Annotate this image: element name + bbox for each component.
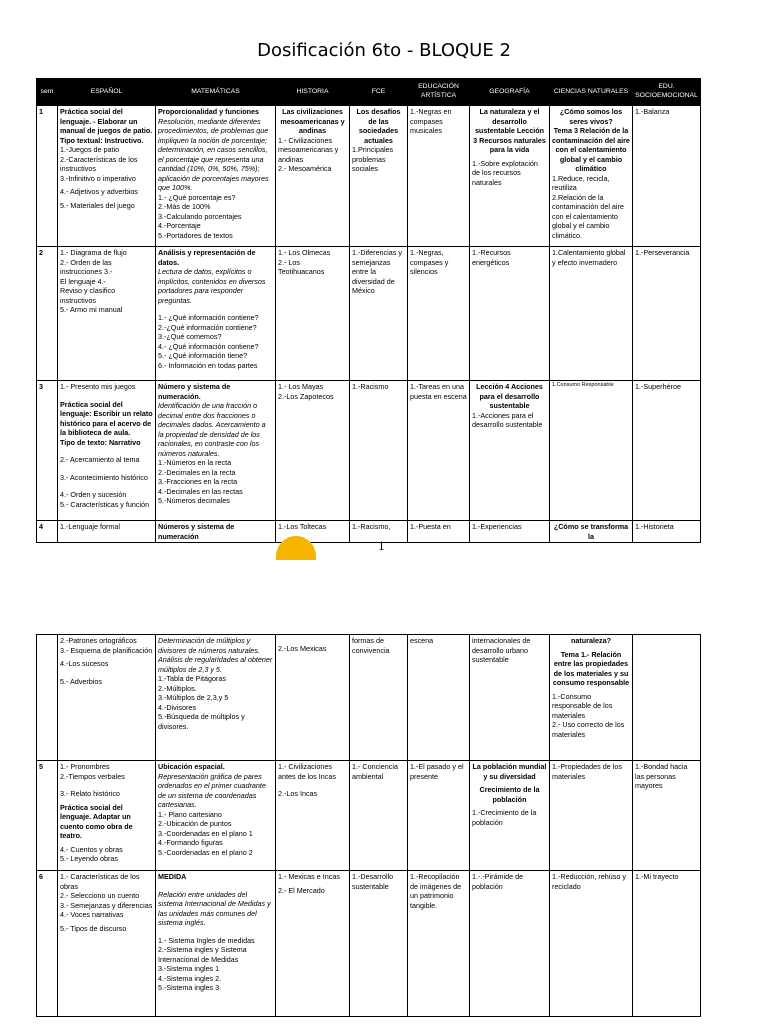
cell-historia: 1.- Los Mayas 2.-Los Zapotecos	[276, 381, 350, 521]
table-row	[37, 247, 701, 381]
cell-historia: Las civilizaciones mesoamericanas y andinas 1.- Civilizaciones mesoamericanas y andinas 2.- Mesoamérica	[276, 106, 350, 247]
week-number: 4	[37, 521, 58, 543]
cell-historia: 1.- Mexicas e Incas 2.- El Mercado	[276, 871, 350, 1017]
cell-historia: 1.-Los Toltecas	[276, 521, 350, 543]
cell-artistica: 1.-Negras, compases y silencios	[408, 247, 470, 381]
schedule-table-page2	[36, 634, 701, 1017]
header-fce: FCE	[350, 79, 408, 106]
header-edu-socioemocional: EDU. SOCIOEMOCIONAL	[633, 79, 701, 106]
cell-espanol: 1.- Diagrama de flujo 2.- Orden de las instrucciones 3.- El lenguaje 4.- Reviso y clasifico instructivos 5.- Armo mi manual	[58, 247, 156, 381]
cell-matematicas: Proporcionalidad y funciones Resolución, mediante diferentes procedimientos, de problemas que impliquen la noción de porcentaje; determinación, en casos sencillos, el porcentaje que representa una cantidad (10%, 0%, 50%, 75%); aplicación de porcentajes mayores que 100%. 1.- ¿Qué porcentaje es? 2.-Más de 100% 3.-Calculando porcentajes 4.-Porcentaje 5.-Portadores de textos	[156, 106, 276, 247]
cell-socioemocional: 1.-Bondad hacia las personas mayores	[633, 761, 701, 871]
cell-fce: 1.-Diferencias y semejanzas entre la diversidad de México	[350, 247, 408, 381]
cell-espanol: Práctica social del lenguaje. - Elaborar un manual de juegos de patio. Tipo textual: Instructivo. 1.-Juegos de patio 2.-Características de los instructivos 3.-Infinitivo o imperativo 4.- Adjetivos y adverbios 5.- Materiales del juego	[58, 106, 156, 247]
cell-artistica: 1.-El pasado y el presente	[408, 761, 470, 871]
week-number: 5	[37, 761, 58, 871]
cell-matematicas: Números y sistema de numeración	[156, 521, 276, 543]
table-row	[37, 521, 701, 543]
cell-geografia: 1.-.-Pirámide de población	[470, 871, 550, 1017]
cell-espanol: 1.- Características de los obras 2.- Selecciono un cuento 3.- Semejanzas y diferencias 4.- Voces narrativas 5.- Tipos de discurso	[58, 871, 156, 1017]
cell-artistica: 1.-Negras en compases musicales	[408, 106, 470, 247]
cell-artistica: 1.-Puesta en	[408, 521, 470, 543]
table-row	[37, 381, 701, 521]
cell-fce: Los desafíos de las sociedades actuales 1.Principales problemas sociales	[350, 106, 408, 247]
cell-socioemocional: 1.-Mi trayecto	[633, 871, 701, 1017]
table-row	[37, 106, 701, 247]
cell-geografia: internacionales de desarrollo urbano sustentable	[470, 635, 550, 761]
cell-socioemocional: 1.-Perseverancia	[633, 247, 701, 381]
table-row	[37, 635, 701, 761]
cell-geografia: 1.-Recursos energéticos	[470, 247, 550, 381]
table-row	[37, 871, 701, 1017]
cell-artistica: 1.-Tareas en una puesta en escena	[408, 381, 470, 521]
cell-espanol: 1.-Lenguaje formal	[58, 521, 156, 543]
cell-ciencias-naturales: naturaleza? Tema 1.- Relación entre las propiedades de los materiales y su consumo responsable 1.-Consumo responsable de los materiales 2.- Uso correcto de los materiales	[550, 635, 633, 761]
cell-socioemocional: 1.-Balanza	[633, 106, 701, 247]
cell-espanol: 1.- Pronombres 2.-Tiempos verbales 3.- Relato histórico Práctica social del lenguaje. Adaptar un cuento como obra de teatro. 4.- Cuentos y obras 5.- Leyendo obras	[58, 761, 156, 871]
cell-matematicas: Análisis y representación de datos. Lectura de datos, explícitos o implícitos, contenidos en diversos portadores para responder preguntas. 1.- ¿Qué información contiene? 2.-¿Qué información contiene? 3.-¿Qué comemos? 4.- ¿Qué información contiene? 5.- ¿Qué información tiene? 6.- Información en todas partes	[156, 247, 276, 381]
cell-historia: 1.- Los Olmecas 2.- Los Teotihuacanos	[276, 247, 350, 381]
cell-historia: 1.- Civilizaciones antes de los Incas 2.-Los Incas	[276, 761, 350, 871]
cell-artistica: escena	[408, 635, 470, 761]
cell-matematicas: MEDIDA Relación entre unidades del sistema Internacional de Medidas y las unidades más comunes del sistema inglés. 1.- Sistema Ingles de medidas 2.-Sistema ingles y Sistema Internacional de Medidas 3.-Sistema ingles 1 4.-Sistema ingles 2. 5.-Sistema ingles 3.	[156, 871, 276, 1017]
page-title: Dosificación 6to - BLOQUE 2	[257, 40, 511, 61]
week-number: 2	[37, 247, 58, 381]
cell-socioemocional: 1.-Historieta	[633, 521, 701, 543]
cell-fce: 1.-Racismo	[350, 381, 408, 521]
cell-espanol: 1.- Presento mis juegos Práctica social del lenguaje: Escribir un relato histórico para el acervo de la biblioteca de aula. Tipo de texto: Narrativo 2.- Acercamiento al tema 3.- Acontecimiento histórico 4.- Orden y sucesión 5.- Características y función	[58, 381, 156, 521]
cell-ciencias-naturales: 1.Consumo Responsable	[550, 381, 633, 521]
cell-matematicas: Ubicación espacial. Representación gráfica de pares ordenados en el primer cuadrante de un sistema de coordenadas cartesianas. 1.- Plano cartesiano 2.-Ubicación de puntos 3.-Coordenadas en el plano 1 4.-Formando figuras 5.-Coordenadas en el plano 2	[156, 761, 276, 871]
header-espanol: ESPAÑOL	[58, 79, 156, 106]
cell-geografia: Lección 4 Acciones para el desarrollo sustentable 1.-Acciones para el desarrollo sustentable	[470, 381, 550, 521]
cell-historia: 2.-Los Mexicas	[276, 635, 350, 761]
cell-fce: 1.-Racismo,	[350, 521, 408, 543]
header-geografia: GEOGRAFÍA	[470, 79, 550, 106]
header-sem: sem	[37, 79, 58, 106]
cell-ciencias-naturales: ¿Cómo somos los seres vivos? Tema 3 Relación de la contaminación del aire con el calentamiento global y el cambio climático 1.Reduce, recicla, reutiliza 2.Relación de la contaminación del aire con el calentamiento global y el cambio climático.	[550, 106, 633, 247]
cell-matematicas: Determinación de múltiplos y divisores de números naturales. Análisis de regularidades al obtener múltiplos de 2,3 y 5. 1.-Tabla de Pitágoras 2.-Múltiplos. 3.-Múltiplos de 2,3,y 5 4.-Divisores 5.-Búsqueda de múltiplos y divisores.	[156, 635, 276, 761]
cell-fce: 1.- Conciencia ambiental	[350, 761, 408, 871]
page-number: 1	[378, 540, 385, 553]
cell-fce: formas de convivencia	[350, 635, 408, 761]
header-matematicas: MATEMÁTICAS	[156, 79, 276, 106]
header-educacion-artistica: EDUCACIÓN ARTÍSTICA	[408, 79, 470, 106]
cell-fce: 1.-Desarrollo sustentable	[350, 871, 408, 1017]
cell-socioemocional: 1.-Superhéroe	[633, 381, 701, 521]
cell-ciencias-naturales: 1.Calentamiento global y efecto invernadero	[550, 247, 633, 381]
header-ciencias-naturales: CIENCIAS NATURALES	[550, 79, 633, 106]
cell-ciencias-naturales: ¿Cómo se transforma la	[550, 521, 633, 543]
header-historia: HISTORIA	[276, 79, 350, 106]
week-number: 1	[37, 106, 58, 247]
cell-geografia: La población mundial y su diversidad Crecimiento de la población 1.-Crecimiento de la población	[470, 761, 550, 871]
cell-artistica: 1.-Recopilación de imágenes de un patrimonio tangible.	[408, 871, 470, 1017]
table-row	[37, 761, 701, 871]
week-number: 6	[37, 871, 58, 1017]
cell-ciencias-naturales: 1.-Reducción, rehúso y reciclado	[550, 871, 633, 1017]
cell-socioemocional	[633, 635, 701, 761]
week-number: 3	[37, 381, 58, 521]
cell-ciencias-naturales: 1.-Propiedades de los materiales	[550, 761, 633, 871]
cell-geografia: 1.-Experiencias	[470, 521, 550, 543]
week-number	[37, 635, 58, 761]
header-row	[37, 79, 701, 106]
cell-matematicas: Número y sistema de numeración. Identificación de una fracción o decimal entre dos fracciones o decimales dados. Acercamiento a la propiedad de densidad de los racionales, en contraste con los números naturales. 1.-Números en la recta 2.-Decimales en la recta 3.-Fracciones en la recta 4.-Decimales en las rectas 5.-Números decimales	[156, 381, 276, 521]
cell-geografia: La naturaleza y el desarrollo sustentable Lección 3 Recursos naturales para la vida 1.-Sobre explotación de los recursos naturales	[470, 106, 550, 247]
cell-espanol: 2.-Patrones ortográficos 3.- Esquema de planificación 4.-Los sucesos 5.- Adverbios	[58, 635, 156, 761]
schedule-table-page1	[36, 78, 701, 543]
